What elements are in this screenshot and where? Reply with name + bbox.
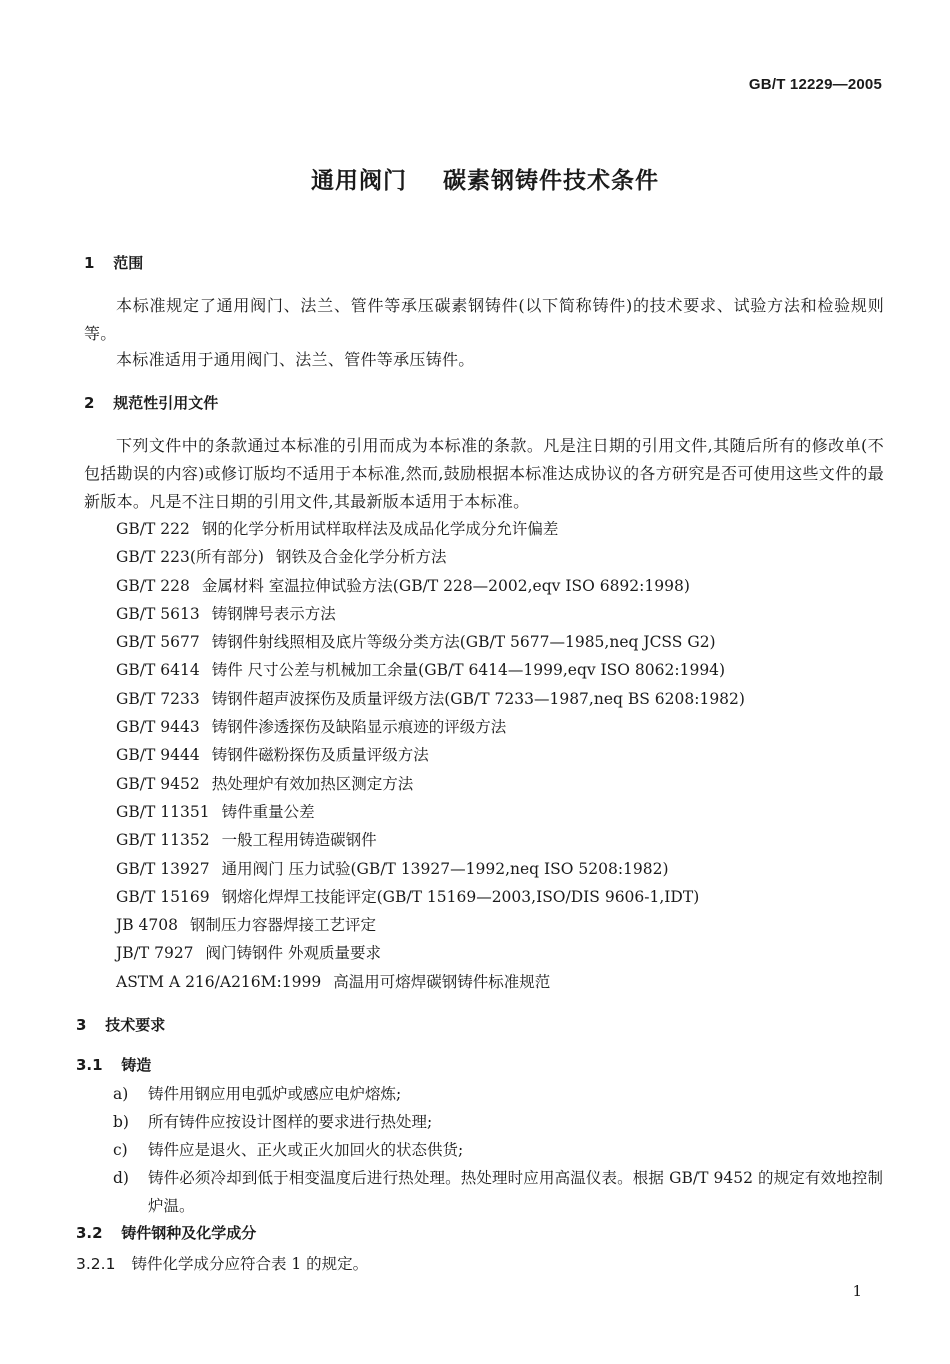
clause-number: 3.2.1: [76, 1255, 116, 1273]
reference-item: [116, 798, 745, 826]
references-intro-paragraph: 下列文件中的条款通过本标准的引用而成为本标准的条款。凡是注日期的引用文件,其随后所有的修改单(不包括勘误的内容)或修订版均不适用于本标准,然而,鼓励根据本标准达成协议的各方研究是否可使用这些文件的最新版本。凡是不注日期的引用文件,其最新版本适用于本标准。: [84, 436, 884, 511]
reference-item: [116, 600, 745, 628]
reference-item: [116, 939, 745, 967]
section-number: 2: [84, 394, 95, 412]
item-marker: c): [113, 1141, 128, 1159]
section-number: 1: [84, 254, 95, 272]
section-3-heading: [76, 1014, 165, 1035]
reference-item: [116, 543, 745, 571]
section-title: 技术要求: [105, 1016, 166, 1034]
list-item: [113, 1164, 883, 1220]
reference-title: 铸件重量公差: [221, 802, 315, 821]
reference-title: 钢制压力容器焊接工艺评定: [189, 916, 376, 935]
list-item: [113, 1136, 883, 1164]
reference-item: [116, 656, 745, 684]
reference-code: GB/T 5613: [116, 604, 200, 623]
item-text: 所有铸件应按设计图样的要求进行热处理;: [148, 1113, 433, 1131]
reference-list: [116, 515, 745, 996]
reference-title: 钢的化学分析用试样取样法及成品化学成分允许偏差: [201, 520, 559, 538]
reference-title: 阀门铸钢件 外观质量要求: [205, 944, 381, 963]
reference-code: GB/T 13927: [116, 859, 210, 878]
reference-code: JB/T 7927: [116, 944, 194, 963]
section-title: 铸件钢种及化学成分: [121, 1224, 257, 1242]
item-text: 铸件必须冷却到低于相变温度后进行热处理。热处理时应用高温仪表。根据 GB/T 9452 的规定有效地控制炉温。: [148, 1169, 883, 1215]
reference-title: 铸钢件磁粉探伤及质量评级方法: [211, 746, 429, 765]
reference-item: [116, 770, 745, 798]
item-marker: d): [113, 1169, 129, 1187]
reference-code: GB/T 7233: [116, 689, 200, 708]
reference-item: [116, 713, 745, 741]
reference-code: GB/T 11351: [116, 802, 210, 821]
item-marker: b): [113, 1113, 129, 1131]
item-marker: a): [113, 1085, 129, 1103]
reference-title: 金属材料 室温拉伸试验方法(GB/T 228—2002,eqv ISO 6892:1998): [201, 576, 690, 595]
reference-title: 通用阀门 压力试验(GB/T 13927—1992,neq ISO 5208:1982): [221, 859, 669, 878]
reference-code: GB/T 223(所有部分): [116, 548, 264, 567]
reference-code: GB/T 228: [116, 576, 190, 595]
scope-paragraph-2: 本标准适用于通用阀门、法兰、管件等承压铸件。: [116, 350, 475, 369]
reference-code: JB 4708: [116, 916, 178, 935]
section-3-2-heading: [76, 1222, 256, 1243]
reference-title: 铸钢件射线照相及底片等级分类方法(GB/T 5677—1985,neq JCSS G2): [211, 633, 716, 652]
section-title: 规范性引用文件: [113, 394, 219, 412]
reference-title: 铸钢件超声波探伤及质量评级方法(GB/T 7233—1987,neq BS 6208:1982): [211, 689, 745, 708]
reference-code: GB/T 9444: [116, 746, 200, 765]
reference-item: [116, 968, 745, 996]
section-1-heading: [84, 252, 143, 273]
reference-title: 高温用可熔焊碳钢铸件标准规范: [333, 972, 551, 991]
section-3-1-heading: [76, 1054, 151, 1075]
page-title: 通用阀门 碳素钢铸件技术条件: [310, 168, 660, 194]
reference-item: [116, 741, 745, 769]
reference-item: [116, 911, 745, 939]
reference-item: [116, 855, 745, 883]
reference-title: 铸钢件渗透探伤及缺陷显示痕迹的评级方法: [211, 718, 507, 737]
reference-title: 钢熔化焊焊工技能评定(GB/T 15169—2003,ISO/DIS 9606-1,IDT): [221, 887, 700, 906]
reference-code: GB/T 15169: [116, 887, 210, 906]
reference-code: GB/T 11352: [116, 831, 210, 850]
page-number: 1: [852, 1282, 862, 1300]
reference-item: [116, 685, 745, 713]
reference-title: 热处理炉有效加热区测定方法: [211, 774, 414, 793]
section-title: 范围: [113, 254, 144, 272]
clause-3-2-1: [76, 1250, 368, 1278]
section-number: 3.1: [76, 1056, 103, 1074]
section-number: 3.2: [76, 1224, 103, 1242]
reference-title: 铸钢牌号表示方法: [211, 604, 336, 623]
list-item: [113, 1108, 883, 1136]
reference-code: GB/T 222: [116, 520, 190, 538]
reference-title: 一般工程用铸造碳钢件: [221, 831, 377, 850]
reference-item: [116, 883, 745, 911]
reference-code: GB/T 9443: [116, 718, 200, 737]
reference-item: [116, 826, 745, 854]
casting-requirements-list: [113, 1080, 883, 1220]
section-2-heading: [84, 392, 218, 413]
reference-code: ASTM A 216/A216M:1999: [116, 972, 322, 991]
document-code: GB/T 12229—2005: [748, 76, 882, 93]
reference-code: GB/T 6414: [116, 661, 200, 680]
clause-text: 铸件化学成分应符合表 1 的规定。: [131, 1255, 369, 1273]
reference-code: GB/T 9452: [116, 774, 200, 793]
reference-item: [116, 628, 745, 656]
reference-code: GB/T 5677: [116, 633, 200, 652]
reference-item: [116, 572, 745, 600]
list-item: [113, 1080, 883, 1108]
item-text: 铸件用钢应用电弧炉或感应电炉熔炼;: [148, 1085, 402, 1103]
reference-title: 铸件 尺寸公差与机械加工余量(GB/T 6414—1999,eqv ISO 8062:1994): [211, 661, 726, 680]
reference-title: 钢铁及合金化学分析方法: [275, 548, 447, 567]
item-text: 铸件应是退火、正火或正火加回火的状态供货;: [148, 1141, 464, 1159]
reference-item: [116, 515, 745, 543]
section-title: 铸造: [121, 1056, 152, 1074]
section-number: 3: [76, 1016, 87, 1034]
scope-paragraph-1: 本标准规定了通用阀门、法兰、管件等承压碳素钢铸件(以下简称铸件)的技术要求、试验方法和检验规则等。: [84, 296, 884, 343]
